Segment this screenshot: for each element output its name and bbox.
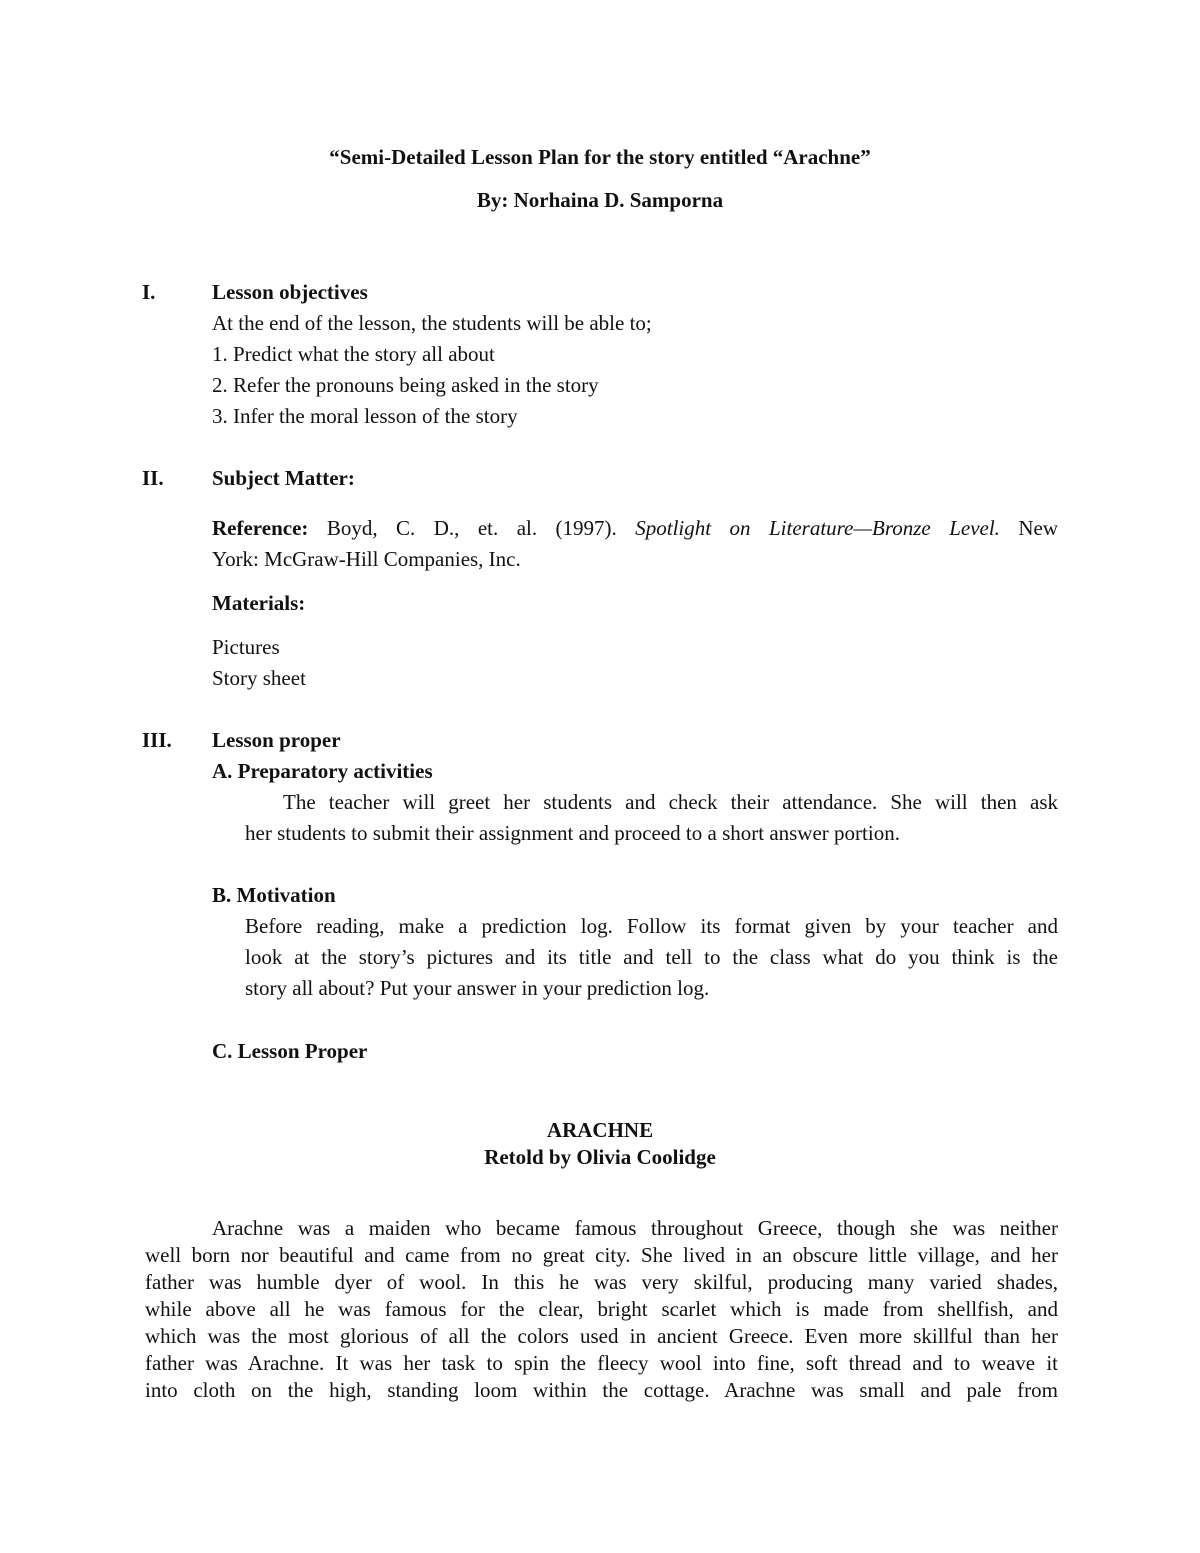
objective-item: 2. Refer the pronouns being asked in the story bbox=[212, 373, 599, 397]
materials-label: Materials: bbox=[212, 591, 306, 615]
story-line: into cloth on the high, standing loom within the cottage. Arachne was small and pale from bbox=[145, 1378, 1058, 1402]
paragraph-line: story all about? Put your answer in your prediction log. bbox=[245, 976, 710, 1000]
reference-book-title: Spotlight on Literature—Bronze Level. bbox=[635, 516, 1000, 540]
reference-line-2: York: McGraw-Hill Companies, Inc. bbox=[212, 547, 521, 571]
story-line: while above all he was famous for the clear, bright scarlet which is made from shellfish, and bbox=[145, 1297, 1058, 1321]
objective-item: 3. Infer the moral lesson of the story bbox=[212, 404, 518, 428]
reference-place: New bbox=[1018, 516, 1058, 540]
story-subtitle: Retold by Olivia Coolidge bbox=[484, 1145, 716, 1169]
subsection-heading: A. Preparatory activities bbox=[212, 759, 433, 783]
objectives-intro: At the end of the lesson, the students will be able to; bbox=[212, 311, 652, 335]
story-title: ARACHNE bbox=[546, 1118, 654, 1142]
story-line: father was humble dyer of wool. In this he was very skilful, producing many varied shades, bbox=[145, 1270, 1058, 1294]
material-item: Story sheet bbox=[212, 666, 306, 690]
story-line: father was Arachne. It was her task to spin the fleecy wool into fine, soft thread and to weave it bbox=[145, 1351, 1058, 1375]
paragraph-line: Before reading, make a prediction log. Follow its format given by your teacher and bbox=[245, 914, 1058, 938]
section-heading: Subject Matter: bbox=[212, 466, 355, 490]
document-title: “Semi-Detailed Lesson Plan for the story entitled “Arachne” bbox=[329, 145, 871, 169]
paragraph-line: The teacher will greet her students and check their attendance. She will then ask bbox=[283, 790, 1058, 814]
story-line: Arachne was a maiden who became famous throughout Greece, though she was neither bbox=[212, 1216, 1058, 1240]
paragraph-line: her students to submit their assignment and proceed to a short answer portion. bbox=[245, 821, 900, 845]
subsection-heading: C. Lesson Proper bbox=[212, 1039, 368, 1063]
section-number: II. bbox=[142, 466, 164, 490]
section-number: I. bbox=[142, 280, 156, 304]
material-item: Pictures bbox=[212, 635, 280, 659]
reference-label: Reference: bbox=[212, 516, 309, 540]
objective-item: 1. Predict what the story all about bbox=[212, 342, 495, 366]
reference-authors: Boyd, C. D., et. al. (1997). bbox=[326, 516, 617, 540]
paragraph-line: look at the story’s pictures and its title and tell to the class what do you think is the bbox=[245, 945, 1058, 969]
section-number: III. bbox=[142, 728, 172, 752]
author-byline: By: Norhaina D. Samporna bbox=[476, 188, 724, 212]
section-heading: Lesson objectives bbox=[212, 280, 368, 304]
story-line: well born nor beautiful and came from no great city. She lived in an obscure little village, and her bbox=[145, 1243, 1058, 1267]
story-line: which was the most glorious of all the colors used in ancient Greece. Even more skillful than her bbox=[145, 1324, 1058, 1348]
section-heading: Lesson proper bbox=[212, 728, 341, 752]
reference-line bbox=[212, 516, 1058, 547]
subsection-heading: B. Motivation bbox=[212, 883, 336, 907]
